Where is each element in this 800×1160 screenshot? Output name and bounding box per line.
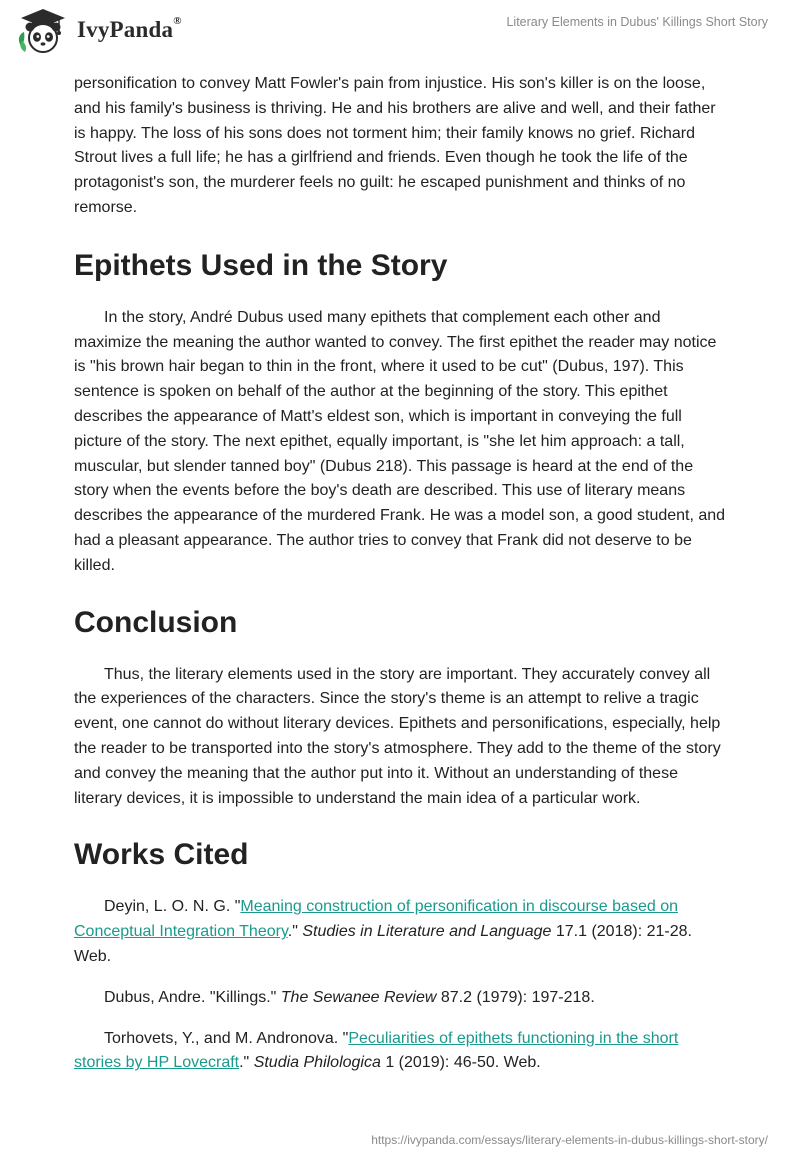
section-heading-works-cited: Works Cited: [74, 838, 249, 872]
citation-torhovets: Torhovets, Y., and M. Andronova. "Peculiarities of epithets functioning in the short stories by HP Lovecraft." Studia Philologica 1 (2019): 46-50. Web.: [74, 1029, 679, 1072]
essay-content: [74, 72, 726, 1092]
citation-deyin: Deyin, L. O. N. G. "Meaning construction of personification in discourse based on Conceptual Integration Theory." Studies in Literature and Language 17.1 (2018): 21-28. Web.: [74, 898, 692, 965]
journal-title: Studia Philologica: [253, 1054, 381, 1072]
citation-dubus: Dubus, Andre. "Killings." The Sewanee Review 87.2 (1979): 197-218.: [104, 988, 595, 1006]
intro-paragraph: personification to convey Matt Fowler's pain from injustice. His son's killer is on the loose, and his family's business is thriving. He and his brothers are alive and well, and their father is happy. The loss of his sons does not torment him; their family knows no grief. Richard Strout lives a full life; he has a girlfriend and friends. Even though he took the life of the protagonist's son, the murderer feels no guilt: he escaped punishment and thinks of no remorse.: [74, 75, 716, 216]
epithets-paragraph: In the story, André Dubus used many epithets that complement each other and maximize the meaning the author wanted to convey. The first epithet the reader may notice is "his brown hair began to thin in the front, where it used to be cut" (Dubus, 197). This sentence is spoken on behalf of the author at the beginning of the story. This epithet describes the appearance of Matt's eldest son, which is important in conveying the full picture of the story. The next epithet, equally important, is "she let him approach: a tall, muscular, but slender tanned boy" (Dubus 218). This passage is heard at the end of the story when the events before the boy's death are described. This use of literary means describes the appearance of the murdered Frank. He was a model son, a good student, and had a pleasant appearance. The author tries to convey that Frank did not deserve to be killed.: [74, 308, 726, 574]
section-heading-conclusion: Conclusion: [74, 605, 238, 639]
citation-link-torhovets[interactable]: Peculiarities of epithets functioning in the short stories by HP Lovecraft: [74, 1029, 679, 1072]
panda-graduate-icon: [15, 6, 71, 54]
journal-title: Studies in Literature and Language: [302, 923, 552, 941]
section-heading-epithets: Epithets Used in the Story: [74, 248, 448, 282]
conclusion-paragraph: Thus, the literary elements used in the story are important. They accurately convey all the experiences of the characters. Since the story's theme is an attempt to relive a tragic event, one cannot do without literary devices. Epithets and personifications, especially, help the reader to be transported into the story's atmosphere. They add to the theme of the story and convey the meaning that the author put into it. Without an understanding of these literary devices, it is impossible to understand the main idea of a particular work.: [74, 665, 721, 807]
brand-name: IvyPanda®: [77, 15, 182, 42]
footer-source-url: https://ivypanda.com/essays/literary-elements-in-dubus-killings-short-story/: [371, 1133, 768, 1147]
document-title: Literary Elements in Dubus' Killings Short Story: [506, 15, 768, 29]
citation-link-deyin[interactable]: Meaning construction of personification in discourse based on Conceptual Integration Theory: [74, 898, 678, 941]
page-header: [0, 0, 800, 70]
journal-title: The Sewanee Review: [280, 988, 437, 1006]
ivypanda-logo[interactable]: [15, 6, 182, 54]
